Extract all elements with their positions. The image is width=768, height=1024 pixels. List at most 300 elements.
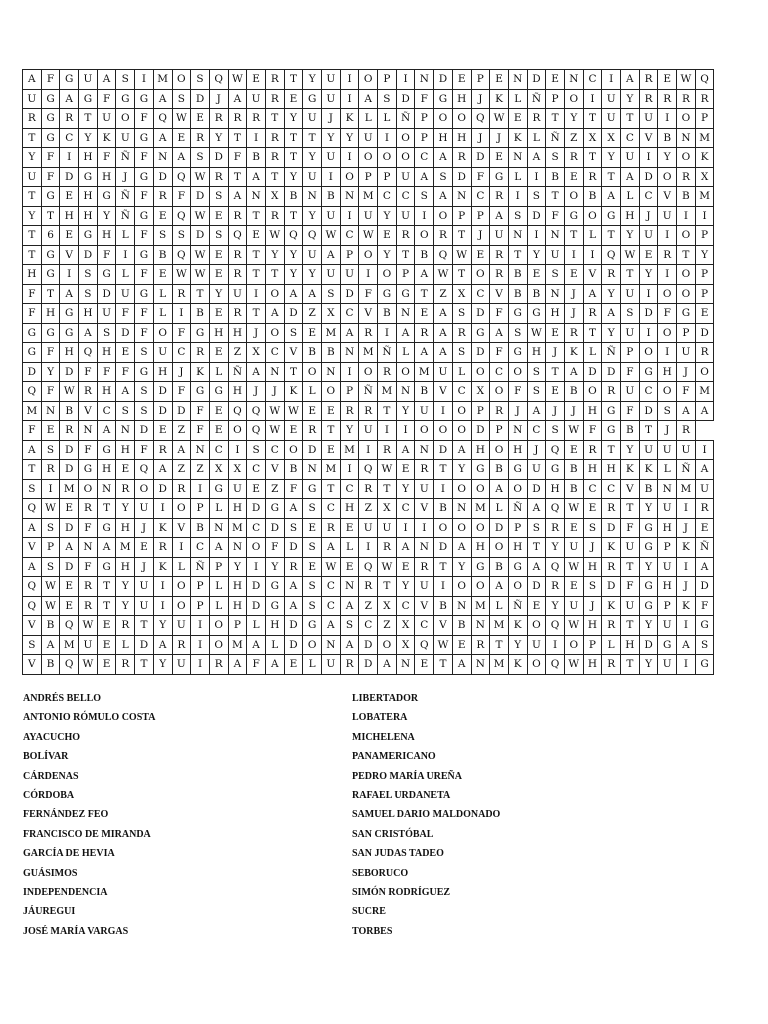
grid-cell: A <box>434 187 453 207</box>
grid-cell: D <box>359 635 378 655</box>
grid-cell: O <box>359 148 378 168</box>
grid-cell: A <box>60 538 79 558</box>
grid-cell: F <box>658 304 677 324</box>
grid-cell: D <box>247 577 266 597</box>
grid-cell: E <box>508 109 527 129</box>
grid-cell: Q <box>602 245 621 265</box>
grid-cell: F <box>265 538 284 558</box>
grid-cell: R <box>490 187 509 207</box>
grid-cell: V <box>359 304 378 324</box>
grid-cell: G <box>135 284 154 304</box>
grid-cell: P <box>415 128 434 148</box>
grid-cell: H <box>97 382 116 402</box>
grid-cell: E <box>564 518 583 538</box>
grid-cell: Y <box>23 148 42 168</box>
grid-cell: W <box>265 421 284 441</box>
grid-cell: A <box>153 128 172 148</box>
grid-cell: V <box>60 245 79 265</box>
grid-cell: Y <box>322 128 341 148</box>
grid-cell: S <box>116 401 135 421</box>
word-list-right <box>352 692 500 944</box>
grid-cell: T <box>602 226 621 246</box>
grid-cell: O <box>172 577 191 597</box>
grid-cell: I <box>434 401 453 421</box>
grid-cell: G <box>41 109 60 129</box>
grid-cell: O <box>658 323 677 343</box>
word-item: PANAMERICANO <box>352 751 436 763</box>
grid-cell: W <box>322 557 341 577</box>
grid-cell: H <box>471 440 490 460</box>
grid-cell: X <box>228 460 247 480</box>
grid-cell: A <box>602 187 621 207</box>
grid-cell: T <box>621 265 640 285</box>
grid-cell: I <box>41 479 60 499</box>
grid-cell: D <box>639 401 658 421</box>
grid-cell: Y <box>396 401 415 421</box>
grid-cell: L <box>153 284 172 304</box>
grid-cell: G <box>191 323 210 343</box>
grid-cell: J <box>135 557 154 577</box>
grid-cell: R <box>228 206 247 226</box>
grid-cell: E <box>41 421 60 441</box>
grid-cell: R <box>153 187 172 207</box>
grid-cell: J <box>677 518 696 538</box>
grid-cell: U <box>322 655 341 675</box>
grid-cell: U <box>415 577 434 597</box>
grid-cell: P <box>209 557 228 577</box>
grid-cell: F <box>135 226 154 246</box>
grid-cell: H <box>527 343 546 363</box>
grid-cell: F <box>41 343 60 363</box>
grid-cell: O <box>247 538 266 558</box>
grid-cell: O <box>228 421 247 441</box>
grid-cell: L <box>621 187 640 207</box>
grid-cell: S <box>415 187 434 207</box>
grid-cell: A <box>153 460 172 480</box>
grid-cell: B <box>378 304 397 324</box>
word-item: LIBERTADOR <box>352 693 419 704</box>
grid-cell: H <box>97 343 116 363</box>
grid-cell: E <box>303 323 322 343</box>
grid-cell: I <box>247 284 266 304</box>
grid-cell: H <box>97 226 116 246</box>
grid-cell: S <box>135 343 154 363</box>
grid-cell: E <box>60 596 79 616</box>
grid-cell: T <box>583 323 602 343</box>
grid-cell: V <box>79 401 98 421</box>
grid-cell: Y <box>621 440 640 460</box>
grid-cell: N <box>209 518 228 538</box>
grid-cell: Y <box>153 655 172 675</box>
grid-cell: I <box>415 206 434 226</box>
grid-cell: L <box>527 128 546 148</box>
grid-cell: J <box>508 401 527 421</box>
grid-cell: R <box>79 577 98 597</box>
grid-cell: C <box>209 440 228 460</box>
grid-cell: F <box>508 382 527 402</box>
grid-cell: E <box>546 323 565 343</box>
grid-cell: T <box>602 440 621 460</box>
grid-cell: A <box>527 148 546 168</box>
grid-cell: O <box>452 479 471 499</box>
grid-cell: L <box>359 109 378 129</box>
grid-cell: F <box>284 479 303 499</box>
grid-cell: E <box>471 245 490 265</box>
grid-cell: E <box>247 479 266 499</box>
grid-cell: Q <box>135 460 154 480</box>
grid-row <box>23 362 714 382</box>
grid-cell: G <box>527 304 546 324</box>
grid-cell: P <box>191 596 210 616</box>
grid-cell: P <box>396 265 415 285</box>
grid-cell: Y <box>639 557 658 577</box>
grid-cell: G <box>639 538 658 558</box>
grid-cell: E <box>172 128 191 148</box>
grid-cell: G <box>602 206 621 226</box>
grid-cell: F <box>695 596 714 616</box>
grid-cell: D <box>60 460 79 480</box>
grid-cell: R <box>153 538 172 558</box>
grid-cell: L <box>452 362 471 382</box>
grid-cell: Q <box>209 70 228 90</box>
grid-cell: R <box>247 109 266 129</box>
grid-cell: O <box>434 206 453 226</box>
grid-cell: H <box>583 460 602 480</box>
grid-cell: X <box>209 460 228 480</box>
grid-cell: H <box>79 148 98 168</box>
grid-cell: D <box>434 538 453 558</box>
grid-cell: L <box>303 382 322 402</box>
grid-cell: H <box>583 616 602 636</box>
grid-cell: E <box>658 70 677 90</box>
grid-cell: O <box>153 323 172 343</box>
grid-cell: Q <box>23 577 42 597</box>
grid-cell: O <box>415 226 434 246</box>
grid-cell: E <box>153 206 172 226</box>
grid-cell: A <box>97 538 116 558</box>
grid-cell: H <box>452 128 471 148</box>
grid-cell: M <box>322 460 341 480</box>
grid-cell: B <box>303 343 322 363</box>
grid-cell: A <box>228 89 247 109</box>
grid-cell: T <box>135 655 154 675</box>
grid-cell: A <box>434 148 453 168</box>
grid-cell: B <box>284 187 303 207</box>
grid-cell: H <box>60 343 79 363</box>
grid-cell: L <box>303 655 322 675</box>
grid-cell: G <box>41 323 60 343</box>
grid-cell: C <box>452 382 471 402</box>
grid-cell: D <box>284 538 303 558</box>
grid-cell: M <box>359 187 378 207</box>
grid-cell: R <box>228 109 247 129</box>
grid-cell: G <box>209 479 228 499</box>
grid-cell: H <box>508 538 527 558</box>
grid-cell: Q <box>546 557 565 577</box>
grid-cell: J <box>564 304 583 324</box>
grid-cell: R <box>415 323 434 343</box>
grid-cell: E <box>97 635 116 655</box>
grid-cell: D <box>639 304 658 324</box>
grid-cell: G <box>303 616 322 636</box>
grid-cell: G <box>695 655 714 675</box>
grid-cell: U <box>378 518 397 538</box>
grid-cell: N <box>303 460 322 480</box>
grid-cell: A <box>396 323 415 343</box>
grid-cell: O <box>452 109 471 129</box>
word-item: CÓRDOBA <box>23 789 75 801</box>
grid-cell: D <box>116 323 135 343</box>
grid-cell: I <box>508 187 527 207</box>
grid-cell: A <box>265 655 284 675</box>
grid-cell: T <box>378 577 397 597</box>
grid-cell: L <box>602 635 621 655</box>
grid-cell: N <box>265 362 284 382</box>
grid-cell: P <box>378 167 397 187</box>
grid-cell: D <box>527 479 546 499</box>
grid-cell: E <box>209 401 228 421</box>
grid-cell: B <box>434 596 453 616</box>
grid-cell: Y <box>546 538 565 558</box>
grid-cell: S <box>583 518 602 538</box>
grid-cell: D <box>97 284 116 304</box>
grid-cell: S <box>97 323 116 343</box>
grid-cell: Q <box>60 655 79 675</box>
grid-cell: E <box>527 596 546 616</box>
grid-cell: S <box>658 401 677 421</box>
grid-cell: U <box>359 206 378 226</box>
grid-cell: A <box>97 421 116 441</box>
grid-cell: Q <box>172 206 191 226</box>
grid-cell: Q <box>23 596 42 616</box>
grid-cell: F <box>247 655 266 675</box>
grid-cell: Q <box>172 245 191 265</box>
grid-cell: W <box>79 655 98 675</box>
grid-cell: A <box>695 460 714 480</box>
grid-cell: R <box>415 557 434 577</box>
grid-cell: H <box>97 460 116 480</box>
grid-cell: O <box>265 284 284 304</box>
grid-cell: S <box>284 323 303 343</box>
grid-cell: A <box>209 538 228 558</box>
grid-cell: B <box>564 382 583 402</box>
grid-row <box>23 616 714 636</box>
grid-cell: F <box>116 304 135 324</box>
grid-cell: H <box>265 616 284 636</box>
grid-cell: U <box>396 167 415 187</box>
word-list-left <box>23 692 155 944</box>
grid-cell: U <box>621 323 640 343</box>
word-item: SIMÓN RODRÍGUEZ <box>352 886 451 898</box>
grid-cell: Y <box>340 421 359 441</box>
grid-cell: O <box>508 362 527 382</box>
grid-cell: E <box>490 70 509 90</box>
grid-cell: O <box>265 323 284 343</box>
grid-cell: J <box>247 382 266 402</box>
grid-cell: R <box>116 479 135 499</box>
grid-cell: N <box>396 304 415 324</box>
grid-cell: O <box>564 187 583 207</box>
grid-cell: T <box>23 128 42 148</box>
grid-cell: T <box>396 245 415 265</box>
grid-cell: H <box>228 323 247 343</box>
grid-cell: N <box>116 421 135 441</box>
grid-cell: I <box>359 538 378 558</box>
grid-cell: S <box>508 206 527 226</box>
grid-cell: B <box>41 655 60 675</box>
grid-cell: S <box>378 89 397 109</box>
grid-cell: W <box>79 616 98 636</box>
grid-cell: B <box>284 460 303 480</box>
grid-cell: Y <box>116 577 135 597</box>
grid-cell: Q <box>153 109 172 129</box>
grid-cell: G <box>23 323 42 343</box>
grid-cell: I <box>359 265 378 285</box>
grid-cell: R <box>639 89 658 109</box>
grid-cell: Z <box>303 304 322 324</box>
grid-cell: R <box>191 343 210 363</box>
grid-cell: H <box>60 206 79 226</box>
grid-cell: R <box>546 518 565 538</box>
grid-cell: V <box>23 538 42 558</box>
grid-cell: C <box>265 343 284 363</box>
grid-cell: U <box>228 479 247 499</box>
grid-cell: F <box>546 206 565 226</box>
grid-cell: F <box>116 362 135 382</box>
grid-cell: Y <box>564 109 583 129</box>
grid-cell: E <box>209 245 228 265</box>
grid-cell: H <box>583 557 602 577</box>
grid-cell: W <box>434 265 453 285</box>
grid-cell: P <box>191 577 210 597</box>
grid-cell: C <box>639 187 658 207</box>
grid-cell: K <box>602 538 621 558</box>
grid-cell: R <box>303 421 322 441</box>
grid-cell: R <box>79 382 98 402</box>
grid-cell: D <box>60 440 79 460</box>
grid-cell: Q <box>415 635 434 655</box>
grid-cell: T <box>284 206 303 226</box>
grid-cell: E <box>415 655 434 675</box>
grid-cell: F <box>621 362 640 382</box>
grid-cell: I <box>153 596 172 616</box>
grid-cell: K <box>508 128 527 148</box>
grid-cell: C <box>396 499 415 519</box>
grid-cell: Q <box>284 226 303 246</box>
grid-cell: T <box>228 167 247 187</box>
grid-cell: U <box>359 128 378 148</box>
grid-cell: D <box>527 70 546 90</box>
grid-cell: R <box>209 109 228 129</box>
grid-cell: G <box>97 440 116 460</box>
grid-cell: A <box>490 323 509 343</box>
grid-cell: T <box>378 479 397 499</box>
grid-cell: J <box>564 284 583 304</box>
grid-cell: R <box>209 167 228 187</box>
grid-cell: T <box>23 460 42 480</box>
grid-cell: E <box>303 401 322 421</box>
grid-cell: G <box>79 460 98 480</box>
grid-cell: T <box>621 557 640 577</box>
grid-cell: J <box>564 401 583 421</box>
grid-cell: A <box>583 284 602 304</box>
grid-cell: E <box>303 518 322 538</box>
grid-cell: P <box>378 70 397 90</box>
grid-cell: B <box>639 479 658 499</box>
grid-cell: R <box>677 421 696 441</box>
grid-cell: L <box>490 596 509 616</box>
grid-cell: H <box>97 167 116 187</box>
grid-cell: B <box>564 460 583 480</box>
grid-cell: M <box>490 655 509 675</box>
grid-cell: W <box>41 499 60 519</box>
grid-cell: O <box>172 70 191 90</box>
grid-cell: M <box>153 70 172 90</box>
grid-cell: M <box>228 518 247 538</box>
grid-cell: T <box>434 655 453 675</box>
grid-cell: J <box>322 109 341 129</box>
grid-cell: W <box>191 167 210 187</box>
grid-cell: J <box>265 382 284 402</box>
grid-cell: U <box>658 440 677 460</box>
grid-cell: S <box>172 89 191 109</box>
grid-cell: S <box>41 557 60 577</box>
grid-cell: I <box>396 70 415 90</box>
grid-cell: K <box>153 518 172 538</box>
grid-cell: D <box>695 323 714 343</box>
grid-cell: R <box>527 109 546 129</box>
grid-cell: T <box>639 421 658 441</box>
grid-cell: O <box>378 635 397 655</box>
grid-cell: G <box>60 323 79 343</box>
grid-cell: I <box>583 89 602 109</box>
grid-row <box>23 323 714 343</box>
grid-cell: W <box>378 460 397 480</box>
grid-cell: F <box>172 323 191 343</box>
grid-cell: R <box>695 89 714 109</box>
grid-cell: Y <box>602 148 621 168</box>
grid-cell: G <box>135 245 154 265</box>
grid-cell: R <box>695 343 714 363</box>
grid-cell: O <box>695 362 714 382</box>
grid-cell: R <box>23 109 42 129</box>
word-item: PEDRO MARÍA UREÑA <box>352 770 462 782</box>
grid-cell: O <box>396 148 415 168</box>
grid-cell: P <box>695 265 714 285</box>
grid-cell: O <box>434 421 453 441</box>
grid-cell: A <box>434 304 453 324</box>
grid-cell: U <box>564 538 583 558</box>
grid-cell: W <box>564 616 583 636</box>
grid-cell: P <box>340 382 359 402</box>
grid-cell: L <box>209 499 228 519</box>
grid-cell: Q <box>228 226 247 246</box>
grid-cell: E <box>97 616 116 636</box>
grid-cell: Y <box>508 635 527 655</box>
grid-cell: R <box>490 265 509 285</box>
grid-cell: A <box>452 538 471 558</box>
grid-cell: W <box>41 577 60 597</box>
grid-cell: A <box>41 635 60 655</box>
grid-cell: V <box>265 460 284 480</box>
grid-cell: I <box>153 499 172 519</box>
grid-cell: E <box>60 577 79 597</box>
grid-cell: J <box>639 206 658 226</box>
word-item: JÁUREGUI <box>23 906 76 918</box>
grid-cell: V <box>284 343 303 363</box>
grid-cell: A <box>378 655 397 675</box>
word-item: SUCRE <box>352 906 386 918</box>
